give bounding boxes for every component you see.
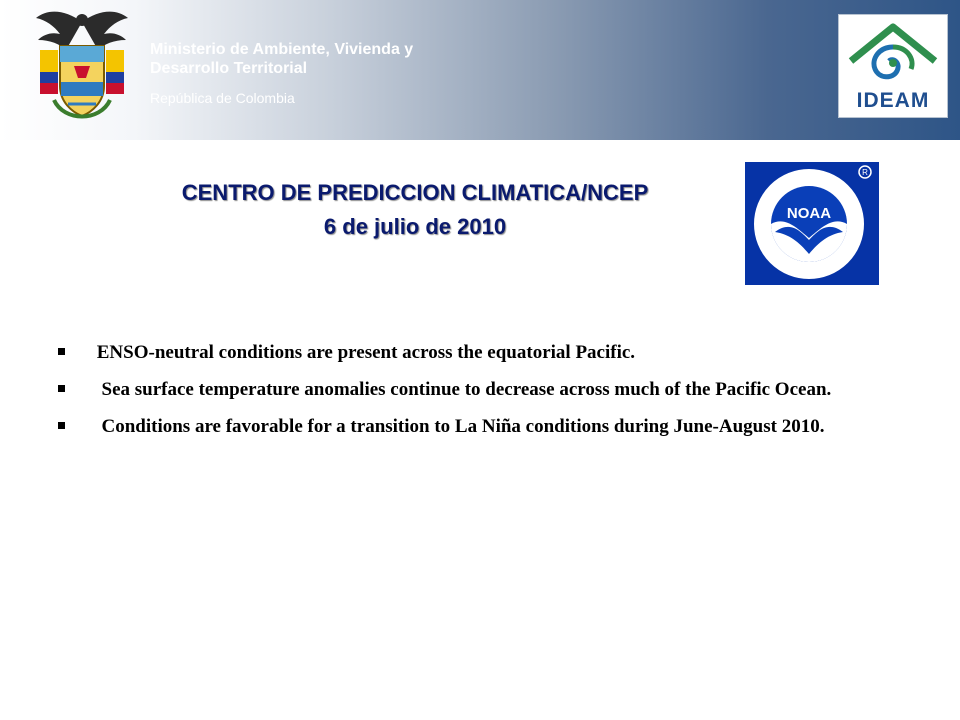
ministry-line-1: Ministerio de Ambiente, Vivienda y: [150, 41, 414, 58]
list-item: [58, 377, 888, 402]
ministry-line-2: Desarrollo Territorial: [150, 60, 308, 77]
bullet-square-icon: [58, 385, 65, 392]
svg-text:R: R: [862, 168, 868, 177]
title-date: 6 de julio de 2010: [323, 214, 507, 239]
list-item: [58, 340, 888, 365]
noaa-logo: [745, 162, 879, 285]
bullet-text: Conditions are favorable for a transition to La Niña conditions during June-August 2010.: [92, 416, 825, 437]
ministry-name: [150, 40, 470, 78]
noaa-label: NOAA: [786, 205, 832, 222]
bullet-square-icon: [58, 422, 65, 429]
header-banner: [0, 0, 960, 140]
ideam-label: IDEAM: [856, 89, 930, 112]
bullet-list: [58, 340, 888, 451]
coat-of-arms-icon: [30, 4, 134, 132]
slide-title: [100, 176, 730, 244]
noaa-emblem-icon: [745, 162, 879, 285]
bullet-text: Sea surface temperature anomalies continue to decrease across much of the Pacific Ocean.: [92, 379, 832, 400]
title-line-1: CENTRO DE PREDICCION CLIMATICA/NCEP: [181, 180, 649, 205]
ideam-logo: [838, 14, 948, 118]
list-item: [58, 414, 888, 439]
republic-label: República de Colombia: [150, 90, 295, 106]
bullet-square-icon: [58, 348, 65, 355]
bullet-text: ENSO-neutral conditions are present across the equatorial Pacific.: [92, 342, 636, 363]
